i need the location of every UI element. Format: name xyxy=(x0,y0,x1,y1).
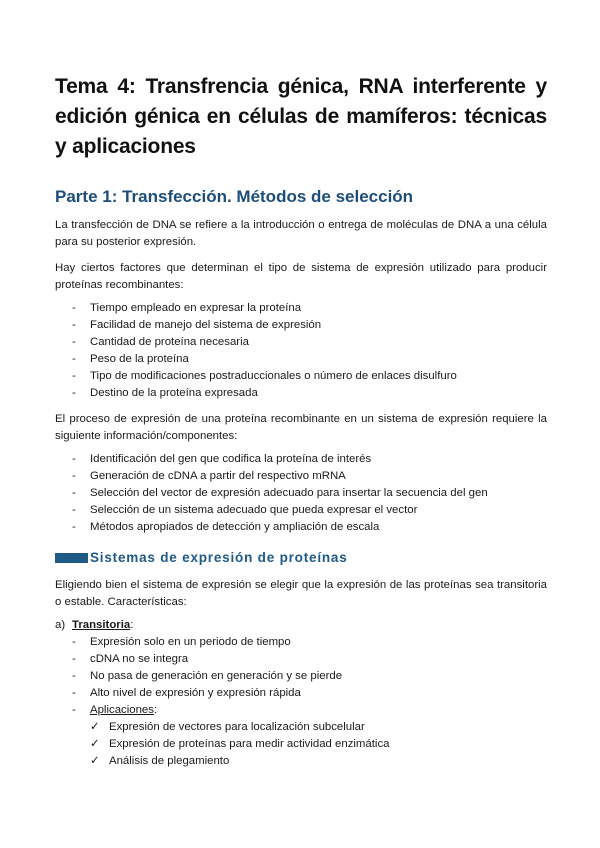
list-item: - Alto nivel de expresión y expresión rápida xyxy=(72,685,547,702)
intro-paragraph: La transfección de DNA se refiere a la introducción o entrega de moléculas de DNA a una célula para su posterior expresión. xyxy=(55,219,547,248)
list-item xyxy=(72,702,547,719)
check-icon: ✓ xyxy=(90,721,100,733)
check-icon: ✓ xyxy=(90,738,100,750)
list-item: - Tipo de modificaciones postraduccionales o número de enlaces disulfuro xyxy=(72,368,547,385)
applications-list xyxy=(55,719,547,770)
label-colon: : xyxy=(130,619,134,631)
list-item: - Facilidad de manejo del sistema de expresión xyxy=(72,317,547,334)
heading-accent-bar xyxy=(55,553,88,563)
list-item: - Selección del vector de expresión adecuado para insertar la secuencia del gen xyxy=(72,485,547,502)
list-item: - Generación de cDNA a partir del respectivo mRNA xyxy=(72,468,547,485)
subsection-heading xyxy=(55,550,547,565)
applications-label: Aplicaciones xyxy=(90,704,154,716)
list-item: - Métodos apropiados de detección y ampliación de escala xyxy=(72,519,547,536)
list-item: - Tiempo empleado en expresar la proteína xyxy=(72,300,547,317)
transitoria-item xyxy=(55,617,547,634)
transitoria-label: Transitoria xyxy=(72,619,131,631)
document-page xyxy=(55,72,547,770)
list-marker: a) xyxy=(55,619,66,631)
check-icon: ✓ xyxy=(90,755,100,767)
section-heading-part1: Parte 1: Transfección. Métodos de selección xyxy=(55,187,414,206)
factors-list xyxy=(55,300,547,402)
subsection-title: Sistemas de expresión de proteínas xyxy=(90,550,348,565)
list-item: ✓ Análisis de plegamiento xyxy=(90,753,547,770)
list-item: - Expresión solo en un periodo de tiempo xyxy=(72,634,547,651)
list-item: ✓ Expresión de vectores para localización subcelular xyxy=(90,719,547,736)
list-item: - Destino de la proteína expresada xyxy=(72,385,547,402)
page-title: Tema 4: Transfrencia génica, RNA interferente y edición génica en células de mamíferos: técnicas y aplicaciones xyxy=(55,75,547,158)
list-item: - Peso de la proteína xyxy=(72,351,547,368)
list-item: ✓ Expresión de proteínas para medir actividad enzimática xyxy=(90,736,547,753)
list-item: - Cantidad de proteína necesaria xyxy=(72,334,547,351)
transitoria-list xyxy=(55,634,547,719)
label-colon: : xyxy=(153,704,158,716)
list-item: - Selección de un sistema adecuado que pueda expresar el vector xyxy=(72,502,547,519)
process-intro-paragraph: El proceso de expresión de una proteína recombinante en un sistema de expresión requiere la siguiente información/componentes: xyxy=(55,413,547,442)
components-list xyxy=(55,451,547,536)
systems-intro-paragraph: Eligiendo bien el sistema de expresión se elegir que la expresión de las proteínas sea transitoria o estable. Características: xyxy=(55,579,547,608)
list-item: - cDNA no se integra xyxy=(72,651,547,668)
factors-intro-paragraph: Hay ciertos factores que determinan el tipo de sistema de expresión utilizado para producir proteínas recombinantes: xyxy=(55,262,547,291)
list-item: - Identificación del gen que codifica la proteína de interés xyxy=(72,451,547,468)
list-item: - No pasa de generación en generación y se pierde xyxy=(72,668,547,685)
